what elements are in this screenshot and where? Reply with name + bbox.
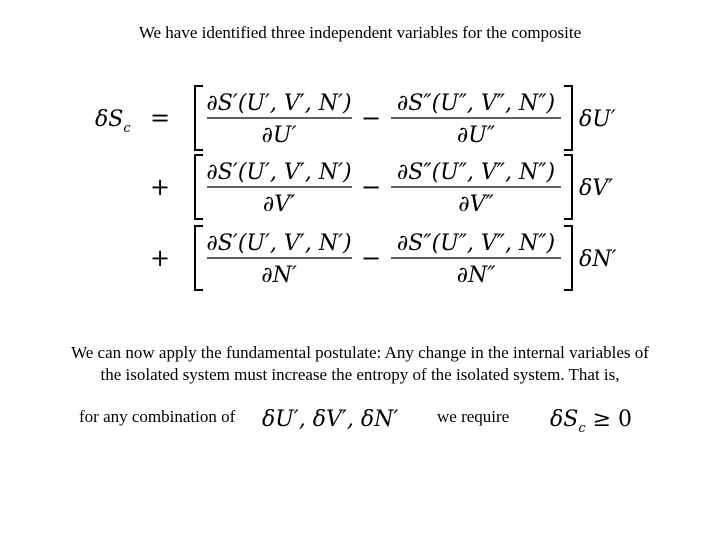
term1-denominator: ∂N′ <box>261 263 297 288</box>
left-bracket <box>195 86 203 150</box>
lhs-symbol: $\delta S_c$ <box>95 107 131 136</box>
minus-sign: − <box>360 104 382 132</box>
row-operator: = <box>150 104 171 132</box>
left-bracket <box>195 226 203 290</box>
equation-row-n <box>150 226 617 290</box>
row-factor: δV′ <box>579 176 614 201</box>
term1-denominator: ∂U′ <box>261 123 297 148</box>
row-operator: + <box>150 244 171 272</box>
right-bracket <box>564 155 572 219</box>
term2-denominator: ∂V″ <box>458 192 494 217</box>
term1-numerator: ∂S′(U′, V′, N′) <box>206 91 352 116</box>
row-operator: + <box>150 173 171 201</box>
equation-row-u <box>150 86 616 150</box>
right-bracket <box>564 226 572 290</box>
term2-numerator: ∂S″(U″, V″, N″) <box>396 91 556 116</box>
variations-expression: δU′, δV′, δN′ <box>262 407 399 432</box>
term1-numerator: ∂S′(U′, V′, N′) <box>206 160 352 185</box>
entropy-condition: $\delta S_c \ge 0$ <box>550 407 633 436</box>
term2-denominator: ∂N″ <box>456 263 496 288</box>
term2-numerator: ∂S″(U″, V″, N″) <box>396 231 556 256</box>
left-bracket <box>195 155 203 219</box>
minus-sign: − <box>360 244 382 272</box>
paragraph-line-1: We can now apply the fundamental postulate: Any change in the internal variables of <box>71 343 649 362</box>
row-factor: δN′ <box>579 247 617 272</box>
term2-denominator: ∂U″ <box>456 123 496 148</box>
postulate-paragraph <box>0 342 720 386</box>
row-factor: δU′ <box>579 107 616 132</box>
combination-label: for any combination of <box>79 407 236 426</box>
equation-row-v <box>150 155 613 219</box>
paragraph-line-2: the isolated system must increase the entropy of the isolated system. That is, <box>100 365 620 384</box>
intro-text: We have identified three independent variables for the composite <box>138 23 582 42</box>
term1-denominator: ∂V′ <box>262 192 296 217</box>
right-bracket <box>564 86 572 150</box>
term2-numerator: ∂S″(U″, V″, N″) <box>396 160 556 185</box>
minus-sign: − <box>360 173 382 201</box>
require-label: we require <box>437 407 510 426</box>
term1-numerator: ∂S′(U′, V′, N′) <box>206 231 352 256</box>
